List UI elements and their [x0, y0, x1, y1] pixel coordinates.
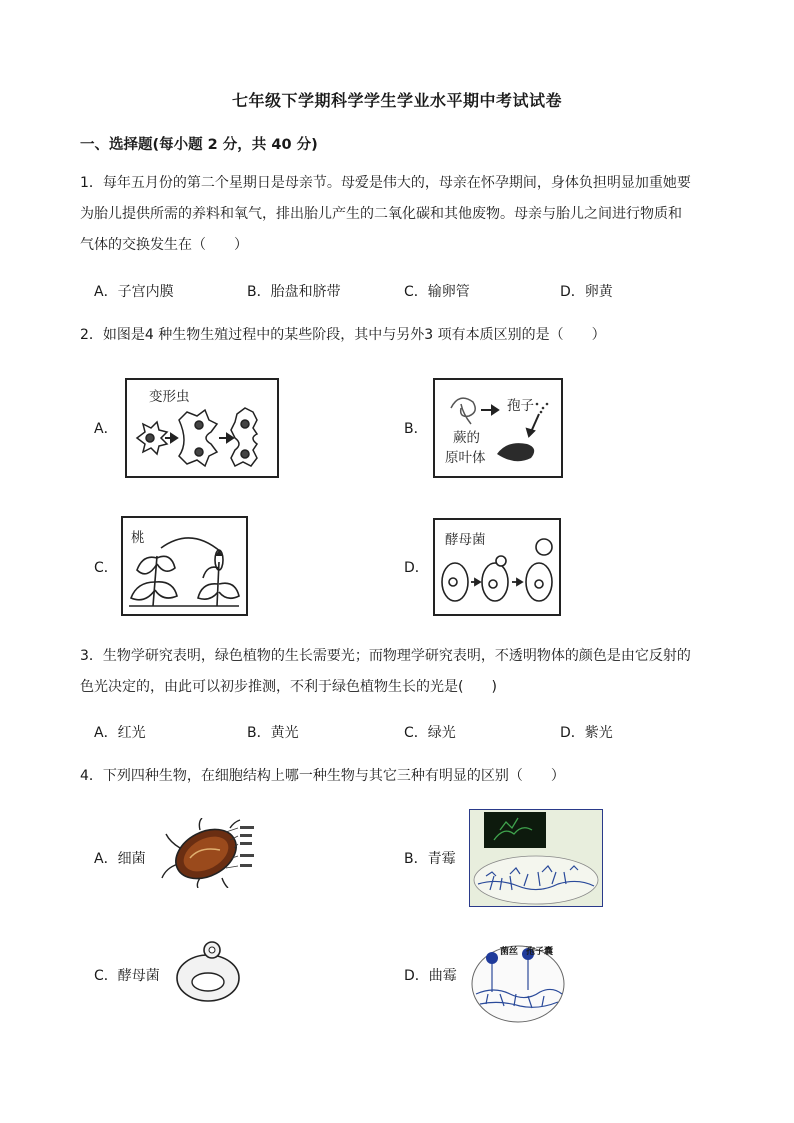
q3-option-c[interactable]: C．绿光	[404, 725, 456, 741]
amoeba-figure	[125, 378, 279, 478]
penicillium-drawing	[470, 810, 602, 906]
q3-option-a[interactable]: A．红光	[94, 725, 146, 741]
prothallus-label: 原叶体	[445, 450, 486, 466]
sporangium-label: 孢子囊	[526, 947, 554, 957]
q1-option-a[interactable]: A．子宫内膜	[94, 284, 174, 300]
q4-option-b[interactable]: B．青霉	[404, 851, 456, 867]
yeast-budding-figure	[433, 518, 561, 616]
q4-option-a[interactable]: A．细菌	[94, 851, 146, 867]
q1-line-1: 1．每年五月份的第二个星期日是母亲节。母爱是伟大的，母亲在怀孕期间，身体负担明显加重她要	[80, 175, 691, 191]
q1-line-3: 气体的交换发生在（ ）	[80, 237, 248, 253]
aspergillus-image	[470, 938, 566, 1024]
q1-line-2: 为胎儿提供所需的养料和氧气，排出胎儿产生的二氧化碳和其他废物。母亲与胎儿之间进行物质和	[80, 206, 682, 222]
q3-line-1: 3．生物学研究表明，绿色植物的生长需要光；而物理学研究表明，不透明物体的颜色是由它反射的	[80, 648, 691, 664]
q4-option-c[interactable]: C．酵母菌	[94, 968, 160, 984]
penicillium-image	[469, 809, 603, 907]
page-title: 七年级下学期科学学生学业水平期中考试试卷	[231, 91, 562, 110]
q2-option-d[interactable]: D．	[404, 560, 429, 576]
q1-option-d[interactable]: D．卵黄	[560, 284, 613, 300]
fern-figure	[433, 378, 563, 478]
amoeba-label: 变形虫	[149, 389, 190, 405]
q2-option-a[interactable]: A．	[94, 421, 118, 437]
q4-stem: 4．下列四种生物，在细胞结构上哪一种生物与其它三种有明显的区别（ ）	[80, 768, 565, 784]
q3-option-d[interactable]: D．紫光	[560, 725, 613, 741]
q3-line-2: 色光决定的，由此可以初步推测，不利于绿色植物生长的光是( )	[80, 679, 497, 695]
section-heading: 一、选择题(每小题 2 分，共 40 分)	[80, 137, 318, 153]
q1-option-c[interactable]: C．输卵管	[404, 284, 470, 300]
peach-label: 桃	[131, 530, 145, 546]
q2-option-b[interactable]: B．	[404, 421, 428, 437]
yeast-label: 酵母菌	[445, 532, 486, 548]
q1-option-b[interactable]: B．胎盘和脐带	[247, 284, 341, 300]
fern-label: 蕨的	[453, 430, 480, 446]
yeast-cell-image	[170, 938, 242, 1004]
q3-option-b[interactable]: B．黄光	[247, 725, 299, 741]
q2-stem: 2．如图是4 种生物生殖过程中的某些阶段，其中与另外3 项有本质区别的是（ ）	[80, 327, 606, 343]
q2-option-c[interactable]: C．	[94, 560, 118, 576]
hyphae-label: 菌丝	[500, 947, 519, 957]
bacterium-image	[160, 818, 270, 888]
peach-figure	[121, 516, 248, 616]
q4-option-d[interactable]: D．曲霉	[404, 968, 457, 984]
spore-label: 孢子	[507, 398, 534, 414]
